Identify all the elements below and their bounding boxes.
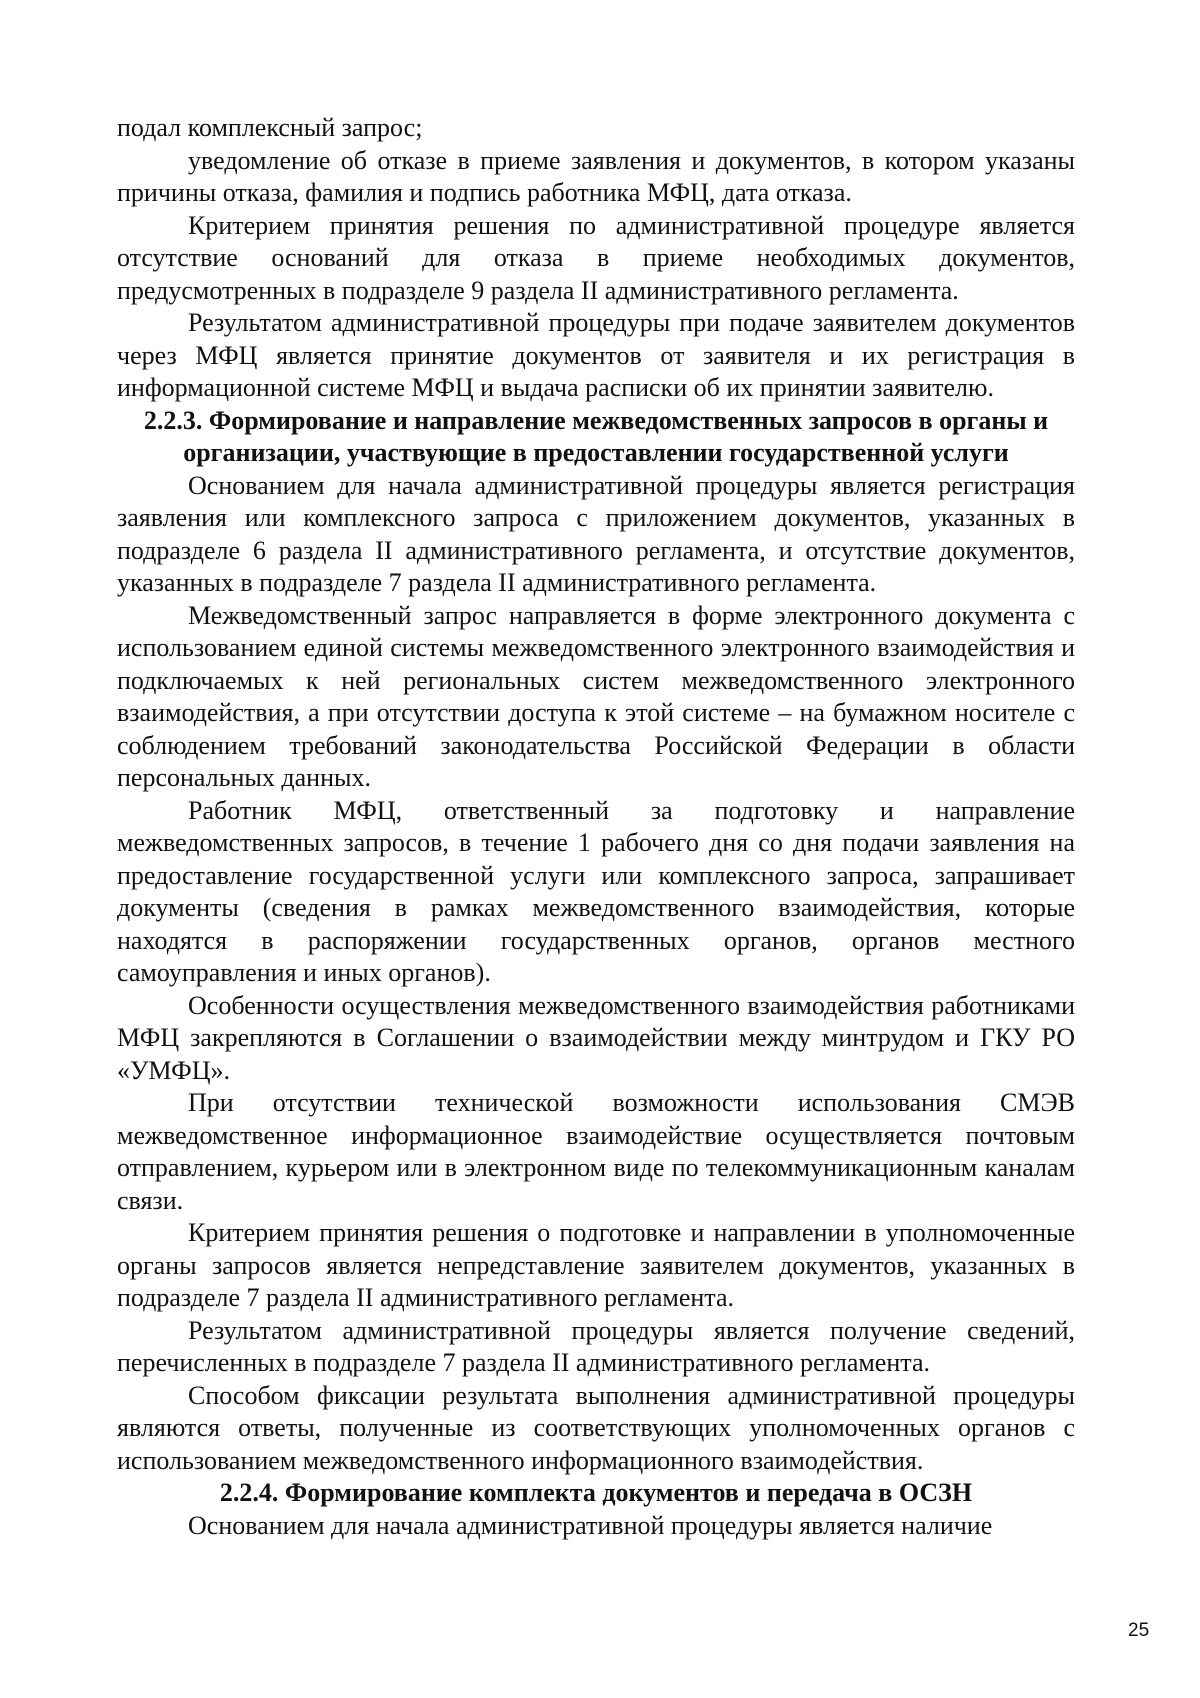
page-body [117, 112, 1075, 1542]
paragraph-smev-absence: При отсутствии технической возможности использования СМЭВ межведомственное информационное взаимодействие осуществляется почтовым отправлением, курьером или в электронном виде по телекоммуникационным каналам связи. [117, 1088, 1075, 1215]
paragraph-procedure-basis: Основанием для начала административной процедуры является регистрация заявления или комплексного запроса с приложением документов, указанных в подразделе 6 раздела II административного регламента, и отсутствие документов, указанных в подразделе 7 раздела II административного регламента. [117, 470, 1075, 597]
page-number: 25 [1128, 1620, 1150, 1641]
section-heading-2-2-3: 2.2.3. Формирование и направление межведомственных запросов в органы и организации, участвующие в предоставлении государственной услуги [143, 405, 1049, 467]
paragraph-request-criterion: Критерием принятия решения о подготовке и направлении в уполномоченные органы запросов является непредставление заявителем документов, указанных в подразделе 7 раздела II административного регламента. [117, 1218, 1075, 1312]
paragraph-mfc-employee-duty: Работник МФЦ, ответственный за подготовку и направление межведомственных запросов, в течение 1 рабочего дня со дня подачи заявления на предоставление государственной услуги или комплексного запроса, запрашивает документы (сведения в рамках межведомственного взаимодействия, которые находятся в распоряжении государственных органов, органов местного самоуправления и иных органов). [117, 795, 1075, 987]
paragraph-interagency-request-form: Межведомственный запрос направляется в форме электронного документа с использованием единой системы межведомственного электронного взаимодействия и подключаемых к ней региональных систем межведомственного электронного взаимодействия, а при отсутствии доступа к этой системе – на бумажном носителе с соблюдением требований законодательства Российской Федерации в области персональных данных. [117, 600, 1075, 792]
paragraph-refusal-notice: уведомление об отказе в приеме заявления и документов, в котором указаны причины отказа, фамилия и подпись работника МФЦ, дата отказа. [117, 145, 1075, 207]
paragraph-osszn-basis: Основанием для начала административной процедуры является наличие [188, 1510, 993, 1540]
paragraph-request-result: Результатом административной процедуры является получение сведений, перечисленных в подразделе 7 раздела II административного регламента. [117, 1315, 1075, 1377]
paragraph-continuation: подал комплексный запрос; [117, 113, 423, 142]
paragraph-procedure-result: Результатом административной процедуры при подаче заявителем документов через МФЦ является принятие документов от заявителя и их регистрация в информационной системе МФЦ и выдача расписки об их принятии заявителю. [117, 308, 1075, 402]
paragraph-interaction-features: Особенности осуществления межведомственного взаимодействия работниками МФЦ закрепляются в Соглашении о взаимодействии между минтрудом и ГКУ РО «УМФЦ». [117, 990, 1075, 1085]
section-heading-2-2-4: 2.2.4. Формирование комплекта документов и передача в ОСЗН [219, 1478, 973, 1507]
paragraph-decision-criterion: Критерием принятия решения по административной процедуре является отсутствие оснований для отказа в приеме необходимых документов, предусмотренных в подразделе 9 раздела II административного регламента. [117, 210, 1075, 305]
paragraph-result-recording: Способом фиксации результата выполнения административной процедуры являются ответы, полученные из соответствующих уполномоченных органов с использованием межведомственного информационного взаимодействия. [117, 1380, 1075, 1475]
